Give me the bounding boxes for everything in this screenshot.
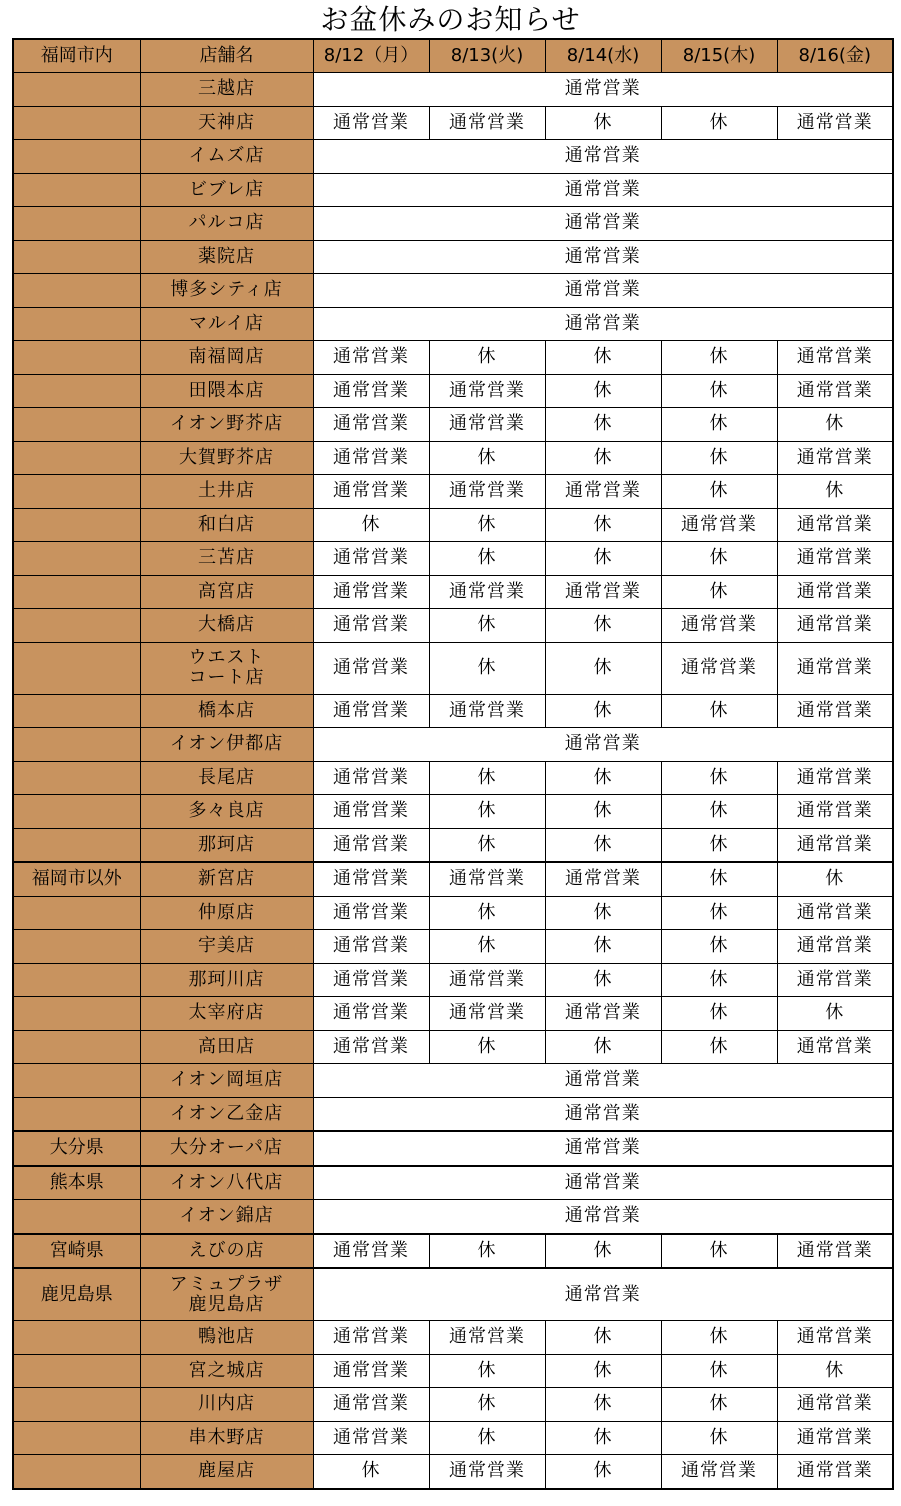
status-cell: 休	[429, 1421, 545, 1455]
region-cell	[13, 795, 140, 829]
table-row	[13, 896, 893, 930]
header-date: 8/16(金)	[777, 39, 893, 73]
status-cell: 通常営業	[313, 475, 429, 509]
status-cell: 通常営業	[313, 441, 429, 475]
status-cell: 通常営業	[777, 374, 893, 408]
store-name-cell: 大分オーパ店	[140, 1131, 313, 1166]
table-row	[13, 408, 893, 442]
table-row	[13, 475, 893, 509]
table-row	[13, 694, 893, 728]
status-cell: 休	[661, 963, 777, 997]
table-row	[13, 1455, 893, 1489]
store-name-cell: ウエスト コート店	[140, 642, 313, 694]
table-row	[13, 1097, 893, 1131]
status-cell: 通常営業	[429, 997, 545, 1031]
status-cell-merged: 通常営業	[313, 73, 893, 107]
status-cell: 通常営業	[777, 795, 893, 829]
region-cell	[13, 173, 140, 207]
status-cell: 通常営業	[777, 963, 893, 997]
status-cell: 通常営業	[313, 1321, 429, 1355]
status-cell: 休	[545, 441, 661, 475]
region-cell	[13, 997, 140, 1031]
region-cell	[13, 274, 140, 308]
status-cell: 通常営業	[777, 1321, 893, 1355]
status-cell: 通常営業	[313, 542, 429, 576]
store-name-cell: 串木野店	[140, 1421, 313, 1455]
status-cell: 休	[545, 1388, 661, 1422]
status-cell: 通常営業	[777, 761, 893, 795]
table-row	[13, 307, 893, 341]
status-cell: 休	[661, 475, 777, 509]
store-name-cell: 大橋店	[140, 609, 313, 643]
status-cell: 通常営業	[777, 1388, 893, 1422]
table-row	[13, 140, 893, 174]
status-cell: 休	[429, 609, 545, 643]
region-cell	[13, 140, 140, 174]
status-cell: 休	[661, 408, 777, 442]
store-name-cell: マルイ店	[140, 307, 313, 341]
region-cell	[13, 508, 140, 542]
status-cell: 休	[429, 542, 545, 576]
status-cell: 通常営業	[313, 1030, 429, 1064]
region-cell	[13, 207, 140, 241]
status-cell: 休	[429, 1354, 545, 1388]
status-cell: 通常営業	[429, 862, 545, 896]
region-cell: 福岡市以外	[13, 862, 140, 896]
status-cell: 休	[545, 542, 661, 576]
table-row	[13, 1268, 893, 1321]
status-cell: 休	[661, 1030, 777, 1064]
status-cell: 休	[661, 997, 777, 1031]
status-cell: 通常営業	[313, 862, 429, 896]
store-name-cell: 川内店	[140, 1388, 313, 1422]
status-cell: 通常営業	[777, 1030, 893, 1064]
store-name-cell: 太宰府店	[140, 997, 313, 1031]
status-cell: 通常営業	[429, 1455, 545, 1489]
store-name-cell: 薬院店	[140, 240, 313, 274]
status-cell-merged: 通常営業	[313, 274, 893, 308]
table-row	[13, 761, 893, 795]
status-cell: 休	[545, 1030, 661, 1064]
table-row	[13, 441, 893, 475]
table-row	[13, 930, 893, 964]
region-cell: 鹿児島県	[13, 1268, 140, 1321]
header-row	[13, 39, 893, 73]
status-cell: 休	[661, 575, 777, 609]
status-cell: 通常営業	[777, 542, 893, 576]
status-cell: 休	[661, 1388, 777, 1422]
status-cell: 通常営業	[313, 1354, 429, 1388]
status-cell: 通常営業	[313, 106, 429, 140]
status-cell: 通常営業	[777, 828, 893, 862]
status-cell: 休	[313, 508, 429, 542]
region-cell	[13, 1354, 140, 1388]
status-cell: 通常営業	[777, 508, 893, 542]
status-cell: 休	[545, 642, 661, 694]
status-cell: 休	[661, 795, 777, 829]
status-cell: 休	[545, 508, 661, 542]
store-name-cell: 仲原店	[140, 896, 313, 930]
store-name-cell: イムズ店	[140, 140, 313, 174]
table-row	[13, 609, 893, 643]
table-row	[13, 642, 893, 694]
region-cell	[13, 1421, 140, 1455]
status-cell: 通常営業	[777, 106, 893, 140]
region-cell	[13, 694, 140, 728]
region-cell	[13, 240, 140, 274]
status-cell: 休	[661, 1421, 777, 1455]
status-cell-merged: 通常営業	[313, 240, 893, 274]
status-cell: 通常営業	[313, 408, 429, 442]
status-cell: 通常営業	[661, 1455, 777, 1489]
status-cell: 通常営業	[545, 862, 661, 896]
table-row	[13, 997, 893, 1031]
table-row	[13, 1030, 893, 1064]
table-row	[13, 1354, 893, 1388]
store-name-cell: イオン錦店	[140, 1200, 313, 1234]
store-name-cell: 三越店	[140, 73, 313, 107]
table-row	[13, 106, 893, 140]
table-row	[13, 828, 893, 862]
status-cell: 休	[661, 828, 777, 862]
status-cell: 休	[545, 106, 661, 140]
status-cell: 通常営業	[429, 575, 545, 609]
store-name-cell: 多々良店	[140, 795, 313, 829]
store-name-cell: 那珂川店	[140, 963, 313, 997]
status-cell: 休	[661, 1321, 777, 1355]
status-cell: 通常営業	[777, 694, 893, 728]
store-name-cell: 鹿屋店	[140, 1455, 313, 1489]
status-cell: 通常営業	[429, 694, 545, 728]
status-cell-merged: 通常営業	[313, 140, 893, 174]
status-cell: 休	[545, 795, 661, 829]
status-cell: 休	[429, 896, 545, 930]
store-name-cell: イオン野芥店	[140, 408, 313, 442]
status-cell-merged: 通常営業	[313, 1200, 893, 1234]
status-cell: 休	[661, 542, 777, 576]
status-cell: 休	[661, 1234, 777, 1269]
status-cell: 休	[545, 609, 661, 643]
status-cell: 休	[661, 106, 777, 140]
region-cell: 宮崎県	[13, 1234, 140, 1269]
status-cell: 通常営業	[429, 408, 545, 442]
status-cell: 休	[429, 441, 545, 475]
status-cell: 休	[777, 408, 893, 442]
status-cell: 休	[545, 930, 661, 964]
region-cell	[13, 761, 140, 795]
region-cell	[13, 374, 140, 408]
store-name-cell: 天神店	[140, 106, 313, 140]
store-name-cell: えびの店	[140, 1234, 313, 1269]
status-cell: 休	[545, 1234, 661, 1269]
status-cell: 休	[545, 341, 661, 375]
status-cell: 休	[545, 374, 661, 408]
header-date: 8/14(水)	[545, 39, 661, 73]
status-cell: 休	[661, 694, 777, 728]
region-cell	[13, 475, 140, 509]
status-cell: 通常営業	[313, 1421, 429, 1455]
status-cell: 通常営業	[313, 1388, 429, 1422]
status-cell: 休	[661, 374, 777, 408]
status-cell-merged: 通常営業	[313, 1097, 893, 1131]
status-cell: 通常営業	[429, 475, 545, 509]
status-cell: 通常営業	[777, 1421, 893, 1455]
status-cell: 休	[545, 408, 661, 442]
status-cell: 通常営業	[313, 761, 429, 795]
region-cell	[13, 106, 140, 140]
status-cell-merged: 通常営業	[313, 1166, 893, 1200]
table-row	[13, 862, 893, 896]
status-cell: 休	[545, 896, 661, 930]
status-cell: 通常営業	[777, 1455, 893, 1489]
status-cell: 通常営業	[545, 575, 661, 609]
region-cell	[13, 73, 140, 107]
store-name-cell: 那珂店	[140, 828, 313, 862]
status-cell: 通常営業	[429, 374, 545, 408]
table-row	[13, 1234, 893, 1269]
status-cell: 休	[545, 828, 661, 862]
region-cell: 大分県	[13, 1131, 140, 1166]
status-cell: 休	[777, 997, 893, 1031]
table-row	[13, 575, 893, 609]
store-name-cell: 宮之城店	[140, 1354, 313, 1388]
status-cell: 休	[661, 341, 777, 375]
status-cell: 通常営業	[313, 795, 429, 829]
table-row	[13, 1200, 893, 1234]
store-name-cell: イオン伊都店	[140, 728, 313, 762]
region-cell	[13, 930, 140, 964]
status-cell: 通常営業	[777, 896, 893, 930]
status-cell-merged: 通常営業	[313, 1064, 893, 1098]
region-cell	[13, 1064, 140, 1098]
status-cell-merged: 通常営業	[313, 207, 893, 241]
status-cell: 通常営業	[313, 997, 429, 1031]
header-date: 8/15(木)	[661, 39, 777, 73]
region-cell	[13, 1097, 140, 1131]
status-cell: 休	[429, 795, 545, 829]
status-cell: 休	[429, 341, 545, 375]
status-cell: 休	[661, 441, 777, 475]
region-cell	[13, 963, 140, 997]
region-cell	[13, 542, 140, 576]
store-name-cell: 三苫店	[140, 542, 313, 576]
table-row	[13, 728, 893, 762]
status-cell: 通常営業	[313, 896, 429, 930]
status-cell: 通常営業	[777, 341, 893, 375]
table-row	[13, 341, 893, 375]
status-cell: 通常営業	[313, 694, 429, 728]
store-name-cell: ビブレ店	[140, 173, 313, 207]
region-cell	[13, 728, 140, 762]
table-row	[13, 508, 893, 542]
status-cell: 通常営業	[313, 341, 429, 375]
table-row	[13, 274, 893, 308]
store-name-cell: アミュプラザ 鹿児島店	[140, 1268, 313, 1321]
status-cell: 通常営業	[429, 1321, 545, 1355]
region-cell	[13, 609, 140, 643]
store-name-cell: 田隈本店	[140, 374, 313, 408]
table-row	[13, 1166, 893, 1200]
store-name-cell: 新宮店	[140, 862, 313, 896]
store-name-cell: 宇美店	[140, 930, 313, 964]
region-cell	[13, 307, 140, 341]
status-cell-merged: 通常営業	[313, 728, 893, 762]
status-cell: 休	[545, 694, 661, 728]
store-name-cell: イオン八代店	[140, 1166, 313, 1200]
region-cell	[13, 1388, 140, 1422]
status-cell: 通常営業	[777, 642, 893, 694]
status-cell: 休	[429, 642, 545, 694]
status-cell: 通常営業	[777, 609, 893, 643]
table-row	[13, 1321, 893, 1355]
region-cell: 熊本県	[13, 1166, 140, 1200]
status-cell: 休	[545, 963, 661, 997]
status-cell: 休	[545, 1354, 661, 1388]
region-cell	[13, 1030, 140, 1064]
store-name-cell: パルコ店	[140, 207, 313, 241]
status-cell: 通常営業	[777, 575, 893, 609]
header-date: 8/12（月）	[313, 39, 429, 73]
status-cell: 休	[313, 1455, 429, 1489]
status-cell: 通常営業	[777, 441, 893, 475]
region-cell	[13, 642, 140, 694]
table-row	[13, 1388, 893, 1422]
status-cell: 通常営業	[313, 930, 429, 964]
status-cell: 通常営業	[661, 508, 777, 542]
store-name-cell: 高田店	[140, 1030, 313, 1064]
status-cell: 通常営業	[313, 963, 429, 997]
table-row	[13, 795, 893, 829]
header-store: 店舗名	[140, 39, 313, 73]
status-cell: 休	[545, 1321, 661, 1355]
store-name-cell: 南福岡店	[140, 341, 313, 375]
store-name-cell: 大賀野芥店	[140, 441, 313, 475]
status-cell: 休	[545, 1455, 661, 1489]
status-cell: 休	[777, 1354, 893, 1388]
status-cell: 通常営業	[545, 475, 661, 509]
status-cell: 通常営業	[661, 642, 777, 694]
status-cell: 休	[429, 930, 545, 964]
header-region: 福岡市内	[13, 39, 140, 73]
status-cell: 通常営業	[313, 1234, 429, 1269]
status-cell: 休	[429, 828, 545, 862]
status-cell: 通常営業	[313, 642, 429, 694]
region-cell	[13, 1321, 140, 1355]
status-cell: 通常営業	[313, 575, 429, 609]
region-cell	[13, 828, 140, 862]
status-cell: 休	[661, 862, 777, 896]
status-cell: 通常営業	[545, 997, 661, 1031]
table-row	[13, 374, 893, 408]
table-row	[13, 1421, 893, 1455]
region-cell	[13, 1200, 140, 1234]
store-name-cell: イオン岡垣店	[140, 1064, 313, 1098]
holiday-schedule-table	[12, 38, 894, 1490]
status-cell-merged: 通常営業	[313, 1268, 893, 1321]
table-row	[13, 173, 893, 207]
status-cell: 休	[661, 761, 777, 795]
status-cell: 通常営業	[777, 1234, 893, 1269]
store-name-cell: 鴨池店	[140, 1321, 313, 1355]
header-date: 8/13(火)	[429, 39, 545, 73]
status-cell: 通常営業	[777, 930, 893, 964]
region-cell	[13, 408, 140, 442]
region-cell	[13, 341, 140, 375]
region-cell	[13, 896, 140, 930]
status-cell: 休	[661, 896, 777, 930]
table-row	[13, 542, 893, 576]
status-cell: 休	[545, 1421, 661, 1455]
status-cell: 休	[429, 1030, 545, 1064]
status-cell: 休	[545, 761, 661, 795]
status-cell: 通常営業	[313, 828, 429, 862]
store-name-cell: 和白店	[140, 508, 313, 542]
status-cell: 通常営業	[429, 963, 545, 997]
table-row	[13, 1064, 893, 1098]
status-cell-merged: 通常営業	[313, 173, 893, 207]
status-cell: 休	[661, 1354, 777, 1388]
status-cell: 休	[429, 1388, 545, 1422]
store-name-cell: 高宮店	[140, 575, 313, 609]
page-title: お盆休みのお知らせ	[320, 3, 581, 36]
store-name-cell: 橋本店	[140, 694, 313, 728]
status-cell: 通常営業	[313, 609, 429, 643]
region-cell	[13, 1455, 140, 1489]
status-cell: 休	[429, 761, 545, 795]
table-row	[13, 207, 893, 241]
table-row	[13, 963, 893, 997]
status-cell: 休	[777, 475, 893, 509]
status-cell: 休	[429, 1234, 545, 1269]
status-cell: 休	[429, 508, 545, 542]
table-row	[13, 1131, 893, 1166]
status-cell: 通常営業	[313, 374, 429, 408]
status-cell-merged: 通常営業	[313, 307, 893, 341]
region-cell	[13, 575, 140, 609]
table-row	[13, 240, 893, 274]
status-cell: 休	[777, 862, 893, 896]
store-name-cell: イオン乙金店	[140, 1097, 313, 1131]
status-cell: 通常営業	[429, 106, 545, 140]
region-cell	[13, 441, 140, 475]
store-name-cell: 長尾店	[140, 761, 313, 795]
status-cell: 休	[661, 930, 777, 964]
store-name-cell: 土井店	[140, 475, 313, 509]
status-cell-merged: 通常営業	[313, 1131, 893, 1166]
table-row	[13, 73, 893, 107]
store-name-cell: 博多シティ店	[140, 274, 313, 308]
status-cell: 通常営業	[661, 609, 777, 643]
